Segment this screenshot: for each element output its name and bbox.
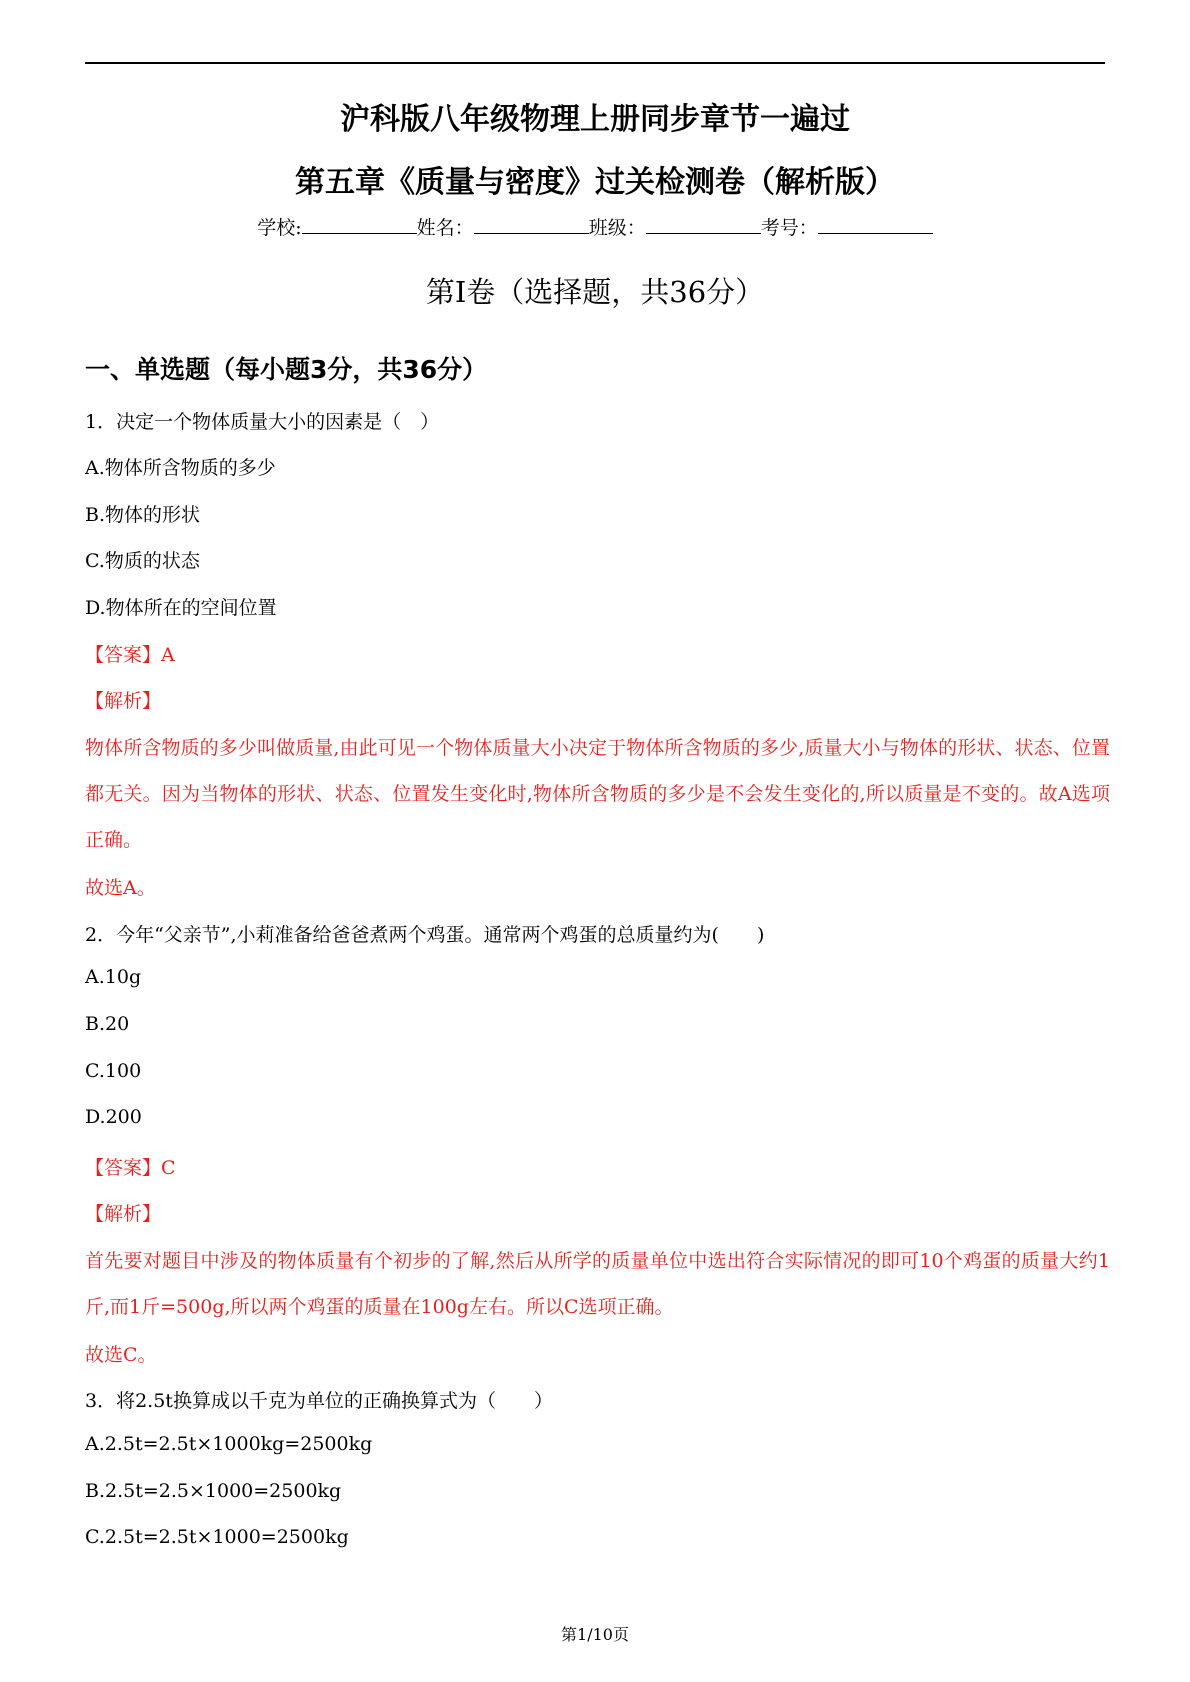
school-blank [302,215,417,234]
question-2-option-b: B.20 [85,1013,130,1035]
exam-no-label: 考号： [760,217,818,239]
question-1-option-b: B.物体的形状 [85,504,201,526]
question-1-analysis: 物体所含物质的多少叫做质量,由此可见一个物体质量大小决定于物体所含物质的多少,质量大小与物体的形状、状态、位置都无关。因为当物体的形状、状态、位置发生变化时,物体所含物质的多少是不会发生变化的,所以质量是不变的。故A选项正确。 [85,737,1110,851]
question-2-option-c: C.100 [85,1060,142,1082]
question-1-option-a: A.物体所含物质的多少 [85,457,276,479]
class-blank [646,215,761,234]
exam-no-blank [818,215,933,234]
question-3-option-a: A.2.5t=2.5t×1000kg=2500kg [85,1433,373,1455]
question-2-stem: 2．今年“父亲节”,小莉准备给爸爸煮两个鸡蛋。通常两个鸡蛋的总质量约为( ) [85,924,765,946]
question-2-conclusion: 故选C。 [85,1344,157,1366]
question-1-stem: 1．决定一个物体质量大小的因素是（ ） [85,411,440,433]
question-1-answer: 【答案】A [85,644,175,666]
question-2-analysis-label: 【解析】 [85,1203,162,1225]
question-1-option-c: C.物质的状态 [85,550,200,572]
question-2-analysis: 首先要对题目中涉及的物体质量有个初步的了解,然后从所学的质量单位中选出符合实际情况的即可10个鸡蛋的质量大约1斤,而1斤=500g,所以两个鸡蛋的质量在100g左右。所以C选项正确。 [85,1250,1110,1318]
volume-title: 第I卷（选择题，共36分） [425,275,765,309]
question-2-option-a: A.10g [85,966,142,988]
question-1-conclusion: 故选A。 [85,877,156,899]
question-3-option-c: C.2.5t=2.5t×1000=2500kg [85,1526,349,1548]
question-3-stem: 3．将2.5t换算成以千克为单位的正确换算式为（ ） [85,1390,553,1412]
title-line-1: 沪科版八年级物理上册同步章节一遍过 [340,102,850,137]
title-line-2: 第五章《质量与密度》过关检测卷（解析版） [295,165,895,200]
name-blank [474,215,589,234]
page-number: 第1/10页 [561,1625,629,1644]
top-rule [85,62,1105,64]
student-info-row [0,213,1190,240]
school-label: 学校: [257,217,302,239]
question-1-analysis-label: 【解析】 [85,690,162,712]
question-3-option-b: B.2.5t=2.5×1000=2500kg [85,1480,342,1502]
section-title: 一、单选题（每小题3分，共36分） [85,355,488,384]
question-2-option-d: D.200 [85,1106,142,1128]
question-1-option-d: D.物体所在的空间位置 [85,597,277,619]
class-label: 班级： [588,217,646,239]
question-2-answer: 【答案】C [85,1157,176,1179]
name-label: 姓名： [416,217,474,239]
